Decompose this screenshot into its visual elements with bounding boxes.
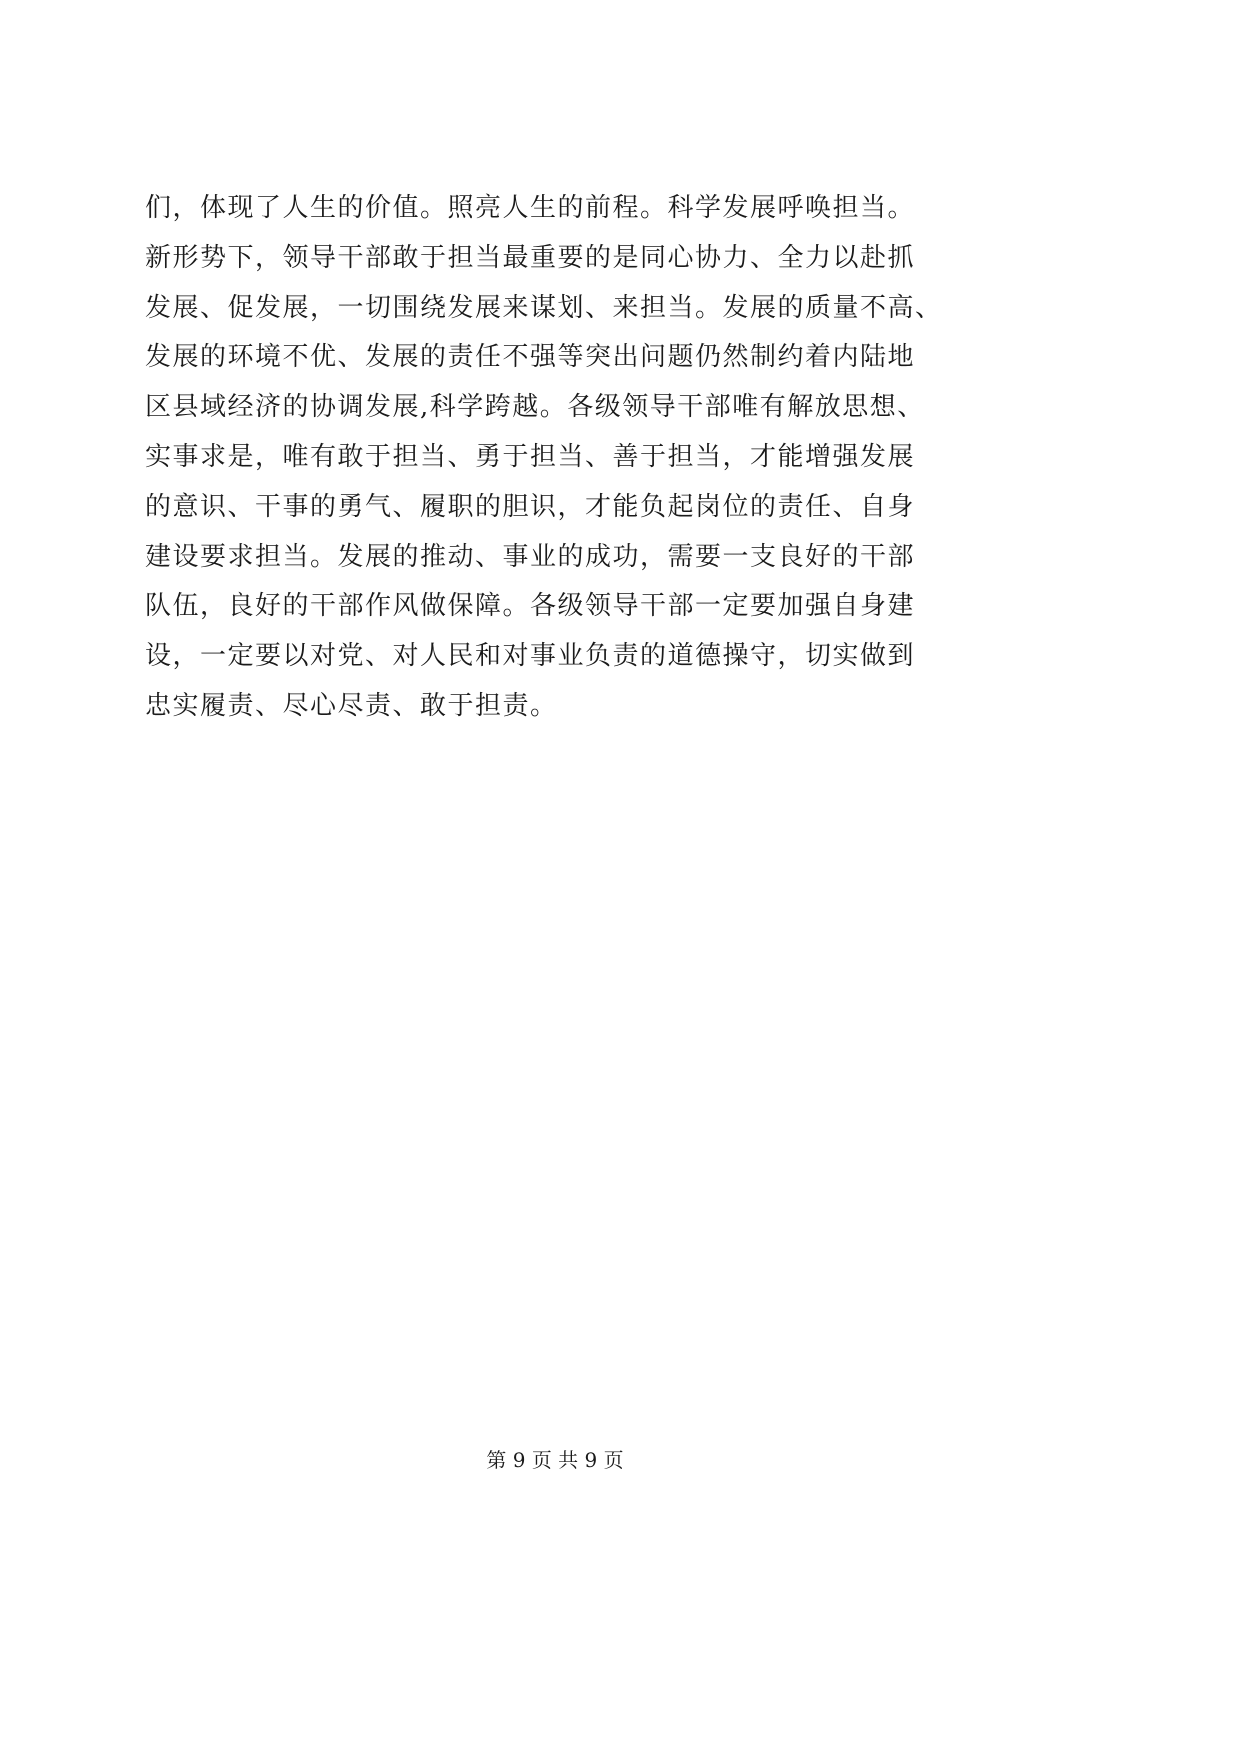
text-line: 发展的环境不优、发展的责任不强等突出问题仍然制约着内陆地 (145, 342, 916, 373)
text-line: 区县域经济的协调发展,科学跨越。各级领导干部唯有解放思想、 (145, 392, 925, 423)
body-paragraph (145, 184, 985, 732)
page-number-footer: 第 9 页 共 9 页 (486, 1448, 624, 1472)
text-line: 发展、促发展，一切围绕发展来谋划、来担当。发展的质量不高、 (145, 292, 943, 323)
text-line: 设，一定要以对党、对人民和对事业负责的道德操守，切实做到 (145, 641, 916, 672)
text-line: 实事求是，唯有敢于担当、勇于担当、善于担当，才能增强发展 (145, 441, 916, 472)
text-line: 新形势下，领导干部敢于担当最重要的是同心协力、全力以赴抓 (145, 242, 916, 273)
text-line: 忠实履责、尽心尽责、敢于担责。 (145, 690, 558, 721)
text-line: 建设要求担当。发展的推动、事业的成功，需要一支良好的干部 (145, 541, 916, 572)
text-line: 队伍，良好的干部作风做保障。各级领导干部一定要加强自身建 (145, 591, 916, 622)
text-line: 们，体现了人生的价值。照亮人生的前程。科学发展呼唤担当。 (145, 193, 916, 223)
text-line: 的意识、干事的勇气、履职的胆识，才能负起岗位的责任、自身 (145, 491, 916, 522)
